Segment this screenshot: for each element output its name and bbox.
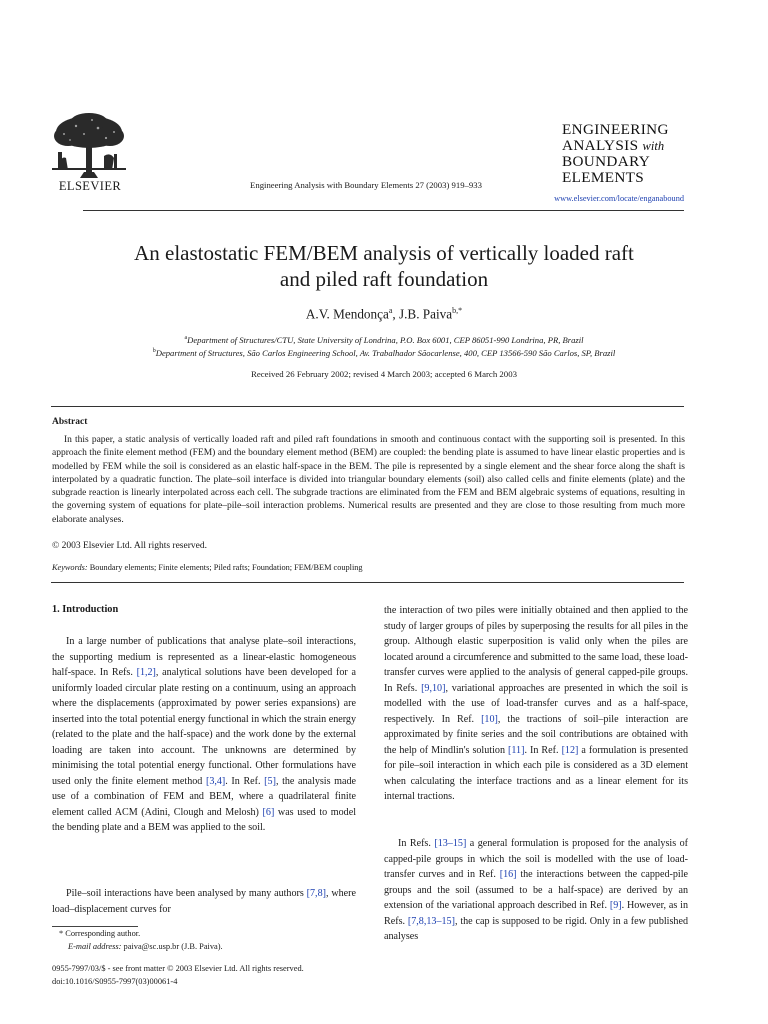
citation-link[interactable]: [7,8,13–15]	[407, 915, 455, 927]
body-text: the interactions between the capped-pile groups and the soil (assumed to be a half-space) are derived by an extension of the variational approach described in Ref.	[384, 869, 688, 911]
citation-link[interactable]: [13–15]	[434, 838, 467, 849]
citation-link[interactable]: [16]	[499, 869, 517, 880]
affiliation-text: Department of Structures, São Carlos Engineering School, Av. Trabalhador Sãocarlense, 400, CEP 13566-590 São Carlos, SP, Brazil	[155, 348, 616, 358]
header-divider	[83, 210, 684, 211]
citation-link[interactable]: [9]	[609, 900, 622, 911]
body-text: , where load–displacement curves for	[52, 888, 356, 915]
citation-link[interactable]: [9,10]	[421, 682, 446, 694]
body-paragraph	[52, 634, 356, 836]
affiliation-text: Department of Structures/CTU, State University of Londrina, P.O. Box 6001, CEP 86051-990 Londrina, PR, Brazil	[187, 335, 584, 345]
affiliation-mark: a	[184, 335, 188, 342]
journal-title-line1: ENGINEERING	[562, 121, 669, 138]
abstract-bottom-divider	[51, 582, 684, 583]
body-text: was used to model the bending plate and a BEM was applied to the soil.	[52, 806, 357, 833]
citation-link[interactable]: [10]	[481, 713, 498, 725]
journal-title-word: ANALYSIS	[562, 136, 639, 154]
body-text: the interaction of two piles were initially obtained and then applied to the study of larger groups of piles by superposing the results for all piles in the group. Although elastic superposition is valid only when the piles are located around a circumference and submitted to the same load, these load-transfer curves were applied to the analysis of general capped-pile groups. In Refs.	[384, 605, 688, 694]
citation-link[interactable]: [11]	[508, 744, 525, 756]
body-text: , the tractions of soil–pile interaction are approximated by finite series and the soil contributions are obtained with the help of Mindlin's solution	[384, 713, 688, 756]
publisher-name: ELSEVIER	[58, 179, 122, 193]
body-text: . In Ref.	[524, 744, 562, 756]
body-text: . However, as in Refs.	[384, 900, 688, 927]
journal-title-line2	[562, 138, 692, 155]
article-title	[60, 240, 708, 292]
body-text: , analytical solutions have been developed for a uniformly loaded circular plate resting on a continuum, using an approach where the displacements (approximated by power series expansions) are inserted into the total potential energy functional in which the strain energy (related to the plate and the half-space) and the work done by the external loading are taken into account. The unknowns are determined by minimising the total potential energy functional. Other formulations have used only the finite element method	[52, 667, 356, 787]
affiliation-b	[40, 348, 728, 358]
section-heading: 1. Introduction	[52, 604, 119, 615]
citation-link[interactable]: [6]	[262, 806, 275, 818]
abstract-top-divider	[51, 406, 684, 407]
doi-line: doi:10.1016/S0955-7997(03)00061-4	[52, 977, 178, 986]
keywords-label: Keywords:	[52, 563, 88, 572]
citation-link[interactable]: [1,2]	[136, 667, 156, 678]
footnote-divider	[52, 926, 138, 927]
author-name: J.B. Paiva	[398, 306, 453, 322]
keywords-list: Boundary elements; Finite elements; Piled rafts; Foundation; FEM/BEM coupling	[87, 563, 363, 572]
footnote-email	[68, 942, 223, 951]
email-label: E-mail address:	[68, 942, 122, 951]
affiliation-a	[40, 335, 728, 345]
journal-url-link[interactable]: www.elsevier.com/locate/enganabound	[554, 194, 684, 203]
abstract-text: In this paper, a static analysis of vertically loaded raft and piled raft foundations in smooth and continuous contact with the supporting soil is presented. In this approach the finite element method (FEM) and the boundary element method (BEM) are coupled: the bending plate is assumed to have linear elastic properties and is modelled by FEM while the soil is considered as an elastic half-space in the BEM. The pile is represented by a single element and the shear force along the shaft is interpolated by a quadratic function. The plate–soil interface is divided into triangular boundary elements (soil) also called cells and finite elements (plate) and the subgrade reaction is linearly interpolated across each cell. The subgrade tractions are eliminated from the FEM and BEM algebraic systems of equations, resulting in the governing system of equations for plate–pile–soil interaction problems. Numerical results are presented and they are close to those resulting from much more elaborate analyses.	[52, 435, 685, 525]
body-text: , variational approaches are presented in which the soil is modelled with the use of load-transfer curves and as a half-space, respectively. In Ref.	[384, 682, 688, 725]
body-paragraph	[52, 886, 356, 917]
body-text: In Refs.	[398, 838, 435, 849]
keywords	[52, 563, 685, 572]
journal-title-line4: ELEMENTS	[562, 168, 645, 186]
body-text: , the analysis made use of a combination of FEM and BEM, where a quadrilateral finite element called ACM (Adini, Clough and Melosh)	[52, 775, 356, 818]
author-name: A.V. Mendonça	[305, 306, 389, 322]
footnote-corresponding-author: * Corresponding author.	[59, 929, 141, 938]
body-text: a general formulation is proposed for the analysis of capped-pile groups in which the soil is modelled with the use of load-transfer curves and in Ref.	[384, 838, 688, 880]
article-title-line2: and piled raft foundation	[279, 267, 489, 291]
citation-link[interactable]: [12]	[561, 744, 579, 756]
body-paragraph	[384, 603, 688, 805]
author-list	[60, 306, 708, 322]
citation-link[interactable]: [7,8]	[306, 888, 326, 899]
author-separator: ,	[392, 306, 399, 322]
issn-line: 0955-7997/03/$ - see front matter © 2003 Elsevier Ltd. All rights reserved.	[52, 964, 304, 973]
citation-link[interactable]: [3,4]	[205, 775, 226, 787]
journal-title-logo	[562, 122, 692, 185]
received-dates: Received 26 February 2002; revised 4 March 2003; accepted 6 March 2003	[250, 369, 518, 379]
citation-link[interactable]: [5]	[264, 775, 276, 787]
body-text: Pile–soil interactions have been analysed by many authors	[66, 888, 307, 899]
journal-title-with: with	[642, 138, 665, 153]
affiliation-marker: b,*	[452, 306, 463, 315]
body-text: In a large number of publications that analyse plate–soil interactions, the supporting medium is represented as a linear-elastic homogeneous half-space. In Refs.	[52, 636, 356, 678]
journal-reference: Engineering Analysis with Boundary Elements 27 (2003) 919–933	[250, 180, 482, 190]
body-text: . In Ref.	[225, 775, 265, 787]
body-paragraph	[384, 836, 688, 945]
abstract-copyright: © 2003 Elsevier Ltd. All rights reserved.	[52, 541, 207, 551]
journal-title-line3: BOUNDARY	[562, 153, 651, 170]
abstract-heading: Abstract	[52, 417, 88, 427]
article-title-line1: An elastostatic FEM/BEM analysis of vertically loaded raft	[134, 241, 634, 265]
affiliation-mark: b	[152, 348, 156, 355]
body-text: , the cap is supposed to be rigid. Only in a few published analyses	[384, 915, 688, 942]
elsevier-tree-logo	[48, 112, 130, 182]
email-text: paiva@sc.usp.br (J.B. Paiva).	[121, 942, 223, 951]
body-text: a formulation is presented for pile–soil interaction in which each pile is considered as a 3D element when calculating the interface tractions and as a linear element for its internal tractions.	[384, 744, 689, 802]
affiliation-marker: a	[388, 306, 393, 315]
